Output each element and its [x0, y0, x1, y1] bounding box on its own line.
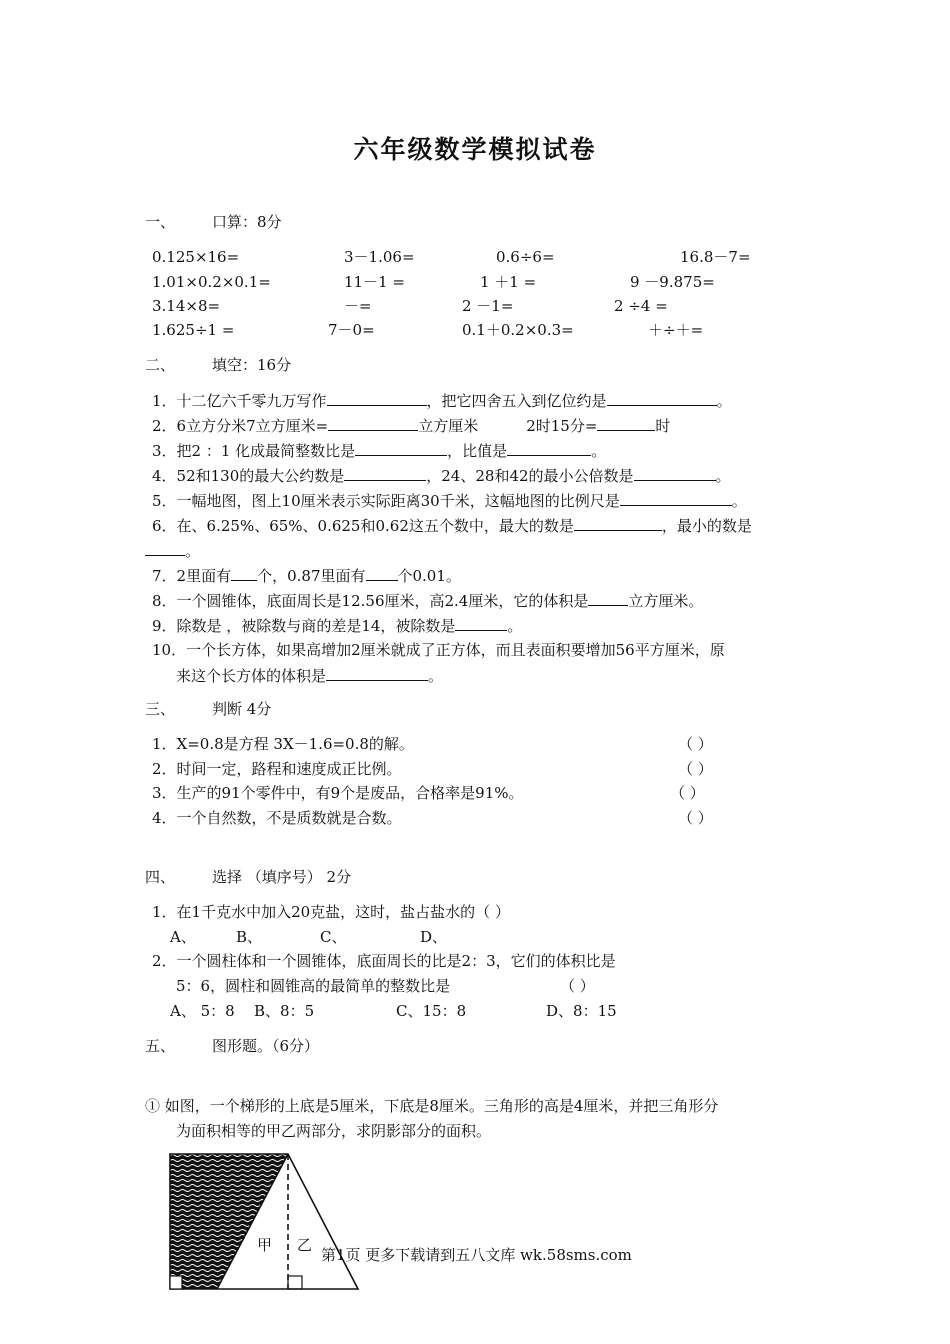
fill-q6-cont: 。 [145, 541, 200, 560]
oral-r4-c4: ＋÷＋= [648, 321, 704, 339]
oral-r1-c3: 0.6÷6= [496, 248, 555, 266]
choice-q2: 2．一个圆柱体和一个圆锥体，底面周长的比是2：3，它们的体积比是 [152, 952, 616, 970]
label-jia: 甲 [257, 1236, 273, 1254]
trapezoid-figure [160, 1148, 370, 1294]
page-footer: 第1页 更多下载请到五八文库 wk.58sms.com [321, 1246, 632, 1264]
figure-q1: ① 如图，一个梯形的上底是5厘米，下底是8厘米。三角形的高是4厘米，并把三角形分 [145, 1097, 719, 1115]
oral-r1-c2: 3－1.06= [344, 248, 415, 266]
judge-q1-paren[interactable]: （ ） [678, 735, 713, 753]
fill-q7: 7．2里面有 个，0.87里面有 个0.01。 [152, 567, 461, 585]
fill-q4: 4．52和130的最大公约数是 ，24、28和42的最小公倍数是 。 [152, 467, 731, 485]
oral-r3-c4: 2 ÷4 = [614, 297, 668, 315]
right-angle-mark-height [288, 1276, 302, 1289]
section-3-number: 三、 [145, 700, 176, 718]
shaded-region [170, 1154, 288, 1289]
oral-r4-c1: 1.625÷1 = [152, 321, 235, 339]
choice-q1: 1．在1千克水中加入20克盐，这时，盐占盐水的（ ） [152, 903, 510, 921]
oral-r1-c1: 0.125×16= [152, 248, 240, 266]
fill-q1: 1．十二亿六千零九万写作 ，把它四舍五入到亿位约是 。 [152, 392, 732, 410]
section-5-title: 图形题。（6分） [212, 1037, 320, 1055]
judge-q3-paren[interactable]: （ ） [670, 784, 705, 802]
right-angle-mark-left [170, 1276, 182, 1289]
figure-q1-cont: 为面积相等的甲乙两部分，求阴影部分的面积。 [176, 1122, 492, 1140]
page-title: 六年级数学模拟试卷 [353, 135, 597, 164]
fill-q2: 2．6立方分米7立方厘米= 立方厘米 2时15分= 时 [152, 417, 671, 435]
section-1-title: 口算：8分 [212, 213, 282, 231]
section-4-title: 选择 （填序号） 2分 [212, 868, 352, 886]
section-4-number: 四、 [145, 868, 176, 886]
fill-q8: 8．一个圆锥体，底面周长是12.56厘米，高2.4厘米，它的体积是 立方厘米。 [152, 592, 704, 610]
section-2-number: 二、 [145, 356, 176, 374]
choice-q2-opt-a[interactable]: A、 5：8 [170, 1002, 235, 1020]
section-1-number: 一、 [145, 213, 176, 231]
section-3-title: 判断 4分 [212, 700, 272, 718]
judge-q2: 2．时间一定，路程和速度成正比例。 [152, 760, 402, 778]
section-5-number: 五、 [145, 1037, 176, 1055]
fill-q10: 10．一个长方体，如果高增加2厘米就成了正方体，而且表面积要增加56平方厘米，原 [152, 641, 725, 659]
fill-q9: 9．除数是 ，被除数与商的差是14，被除数是 。 [152, 617, 523, 635]
judge-q4-paren[interactable]: （ ） [678, 809, 713, 827]
oral-r4-c2: 7－0= [328, 321, 375, 339]
oral-r3-c1: 3.14×8= [152, 297, 221, 315]
choice-q2-opt-b[interactable]: B、8：5 [254, 1002, 315, 1020]
oral-r2-c2: 11－1 = [344, 273, 405, 291]
choice-q1-opt-c[interactable]: C、 [320, 928, 347, 946]
judge-q1: 1．X=0.8是方程 3X－1.6=0.8的解。 [152, 735, 414, 753]
judge-q4: 4．一个自然数，不是质数就是合数。 [152, 809, 402, 827]
label-yi: 乙 [297, 1236, 313, 1254]
choice-q1-opt-b[interactable]: B、 [236, 928, 263, 946]
choice-q2-opt-c[interactable]: C、15：8 [396, 1002, 467, 1020]
fill-q10-cont: 来这个长方体的体积是 。 [176, 667, 444, 685]
fill-q3: 3．把2 ：1 化成最简整数比是 ，比值是 。 [152, 442, 607, 460]
oral-r3-c2: －= [344, 297, 372, 315]
choice-q2-cont: 5：6，圆柱和圆锥高的最简单的整数比是 [176, 977, 451, 995]
fill-q6: 6．在、6.25%、65%、0.625和0.62这五个数中，最大的数是 ，最小的数是 [152, 517, 752, 535]
choice-q2-paren[interactable]: （ ） [560, 977, 595, 995]
judge-q2-paren[interactable]: （ ） [678, 760, 713, 778]
choice-q2-opt-d[interactable]: D、8：15 [546, 1002, 617, 1020]
choice-q1-opt-d[interactable]: D、 [420, 928, 448, 946]
choice-q1-opt-a[interactable]: A、 [170, 928, 196, 946]
oral-r4-c3: 0.1＋0.2×0.3= [462, 321, 574, 339]
section-2-title: 填空：16分 [212, 356, 292, 374]
oral-r2-c4: 9 －9.875= [630, 273, 715, 291]
oral-r3-c3: 2 －1= [462, 297, 514, 315]
oral-r2-c1: 1.01×0.2×0.1= [152, 273, 271, 291]
judge-q3: 3．生产的91个零件中，有9个是废品，合格率是91%。 [152, 784, 524, 802]
fill-q5: 5．一幅地图，图上10厘米表示实际距离30千米，这幅地图的比例尺是 。 [152, 492, 747, 510]
oral-r1-c4: 16.8－7= [680, 248, 751, 266]
oral-r2-c3: 1 ＋1 = [480, 273, 537, 291]
